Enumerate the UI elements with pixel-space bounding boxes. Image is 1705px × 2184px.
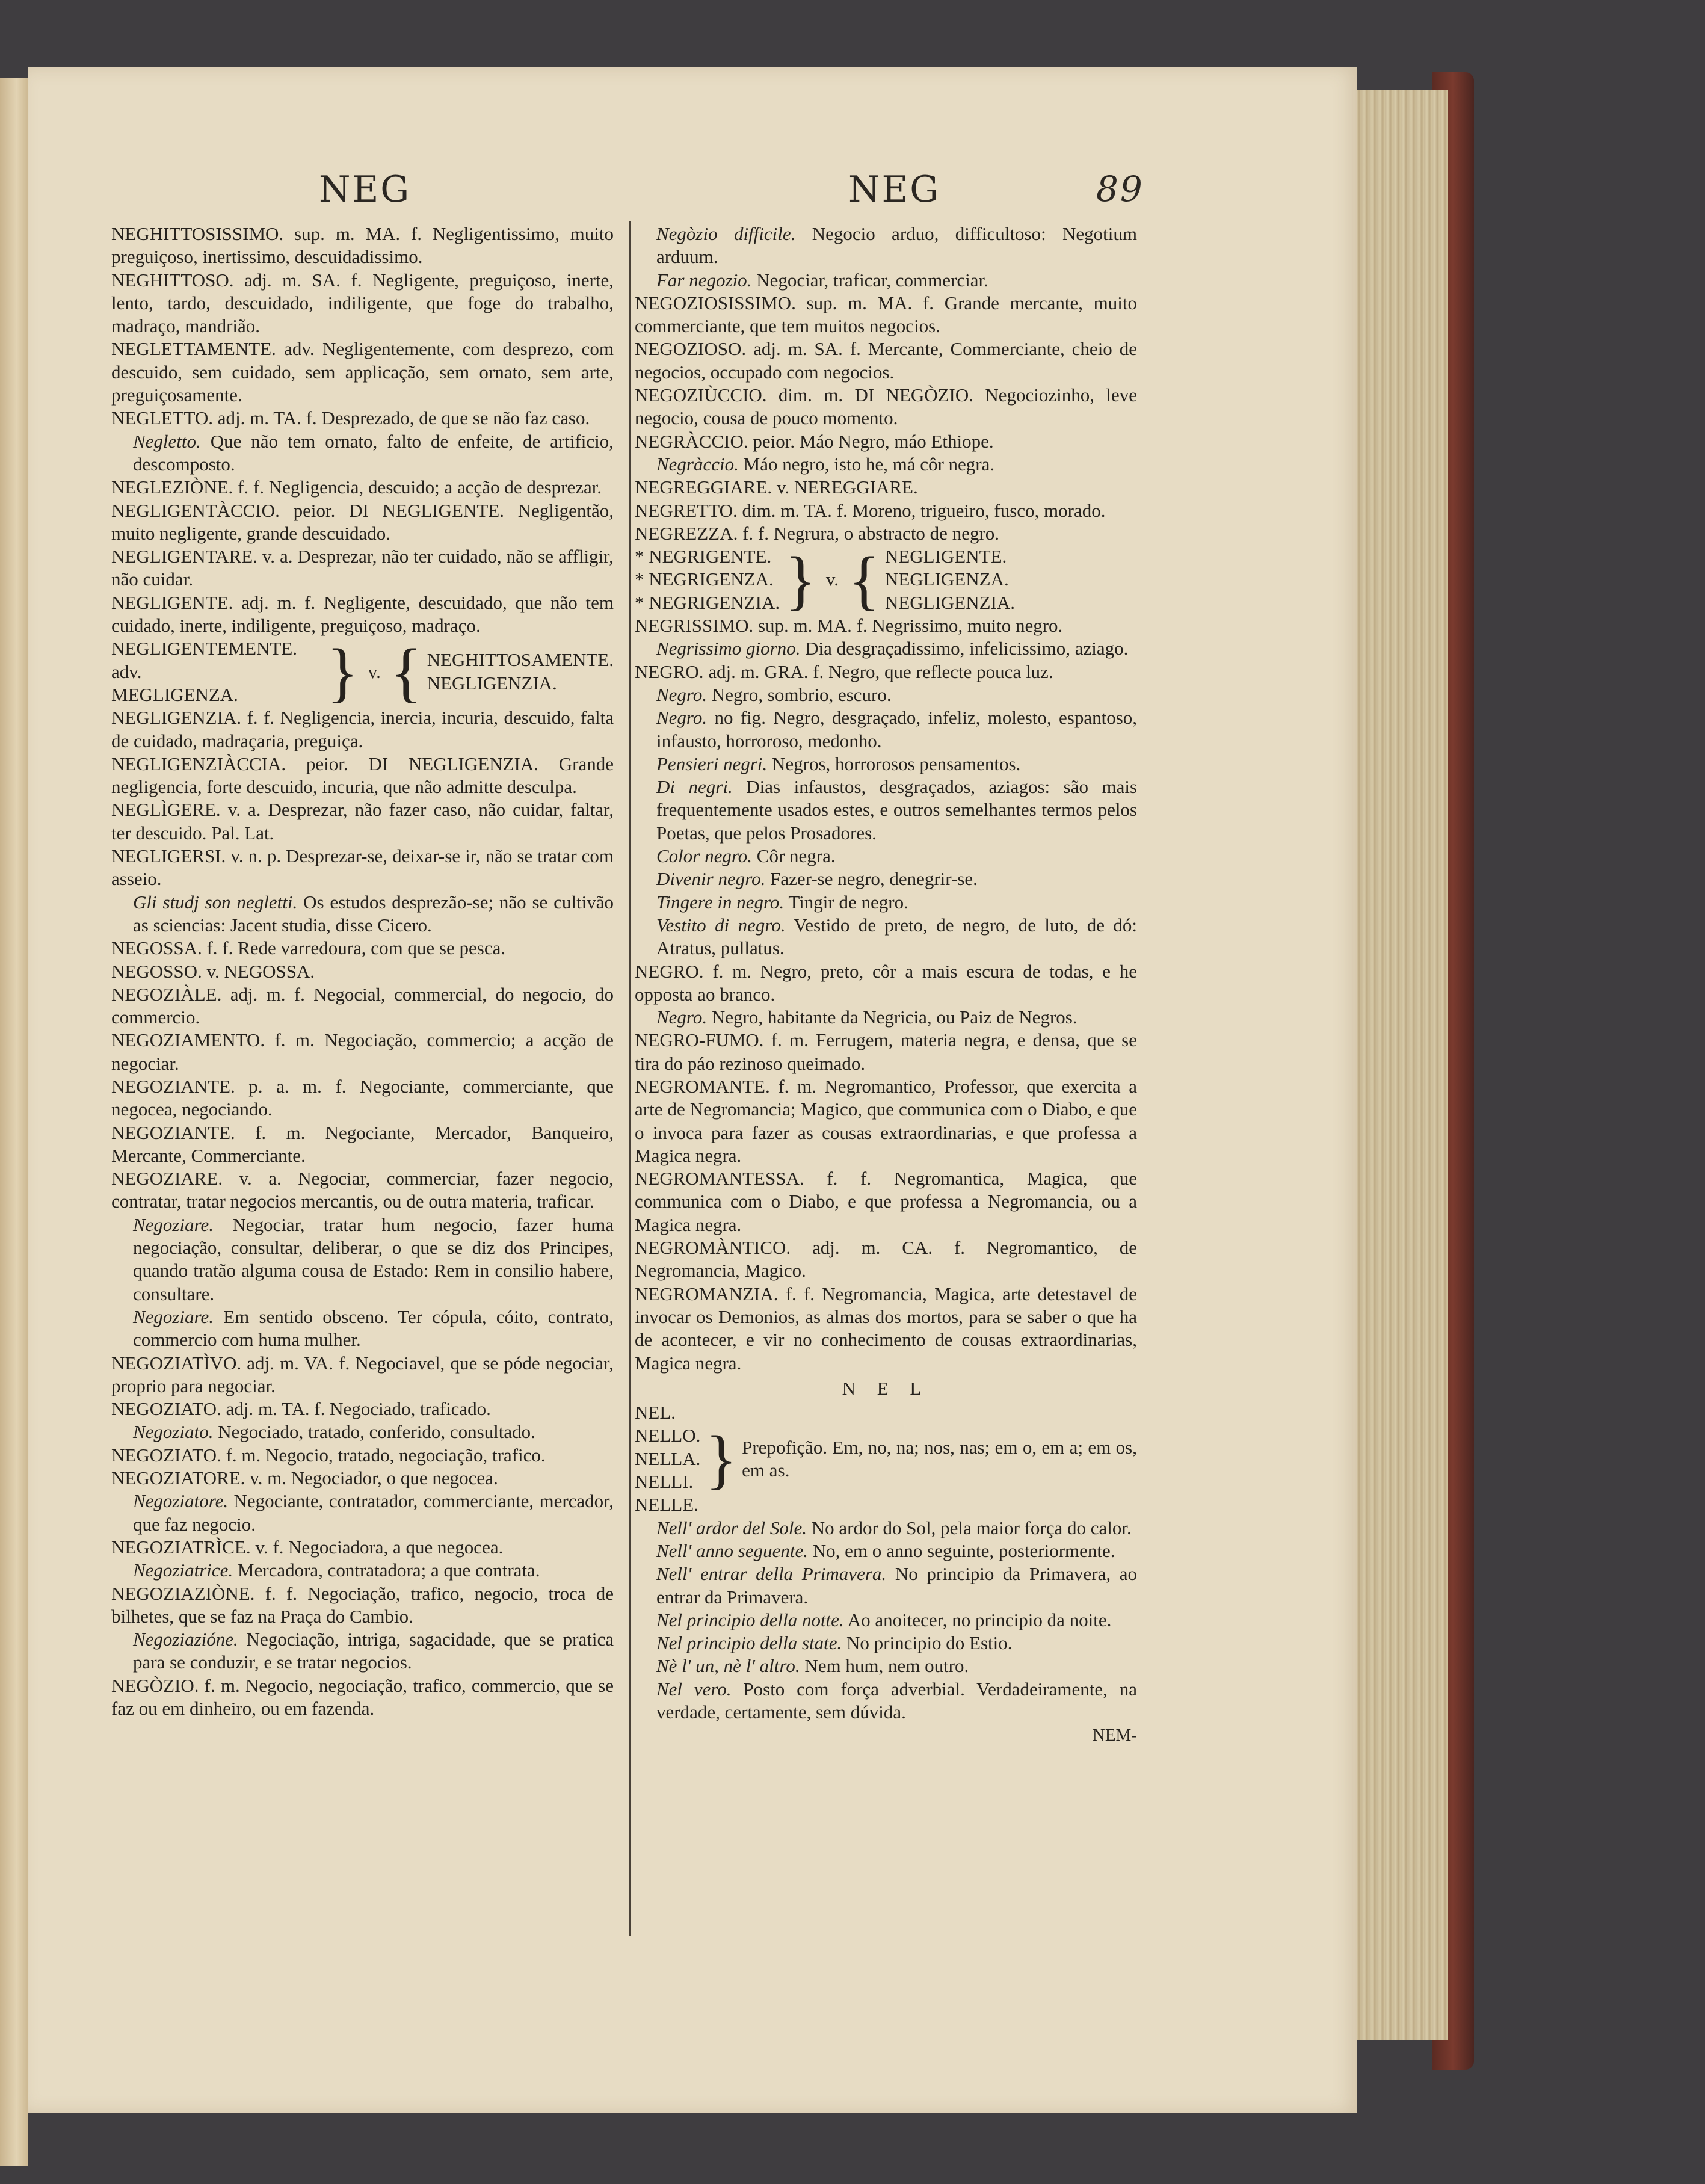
entry-definition: p. a. m. f. Negociante, commerciante, que negocea, negociando. — [111, 1075, 614, 1120]
entry-example — [635, 1609, 1137, 1632]
entry-example — [635, 1655, 1137, 1677]
entry-headword: NEGLIGENTÀCCIO. — [111, 499, 280, 521]
entry-example — [635, 1562, 1137, 1609]
example-translation: Negociado, tratado, conferido, consultado. — [218, 1421, 535, 1443]
example-phrase: Nè l' un, nè l' altro. — [656, 1655, 800, 1677]
example-translation: Dia desgraçadissimo, infelicissimo, aziago. — [805, 638, 1129, 659]
entry-definition: f. m. Negocio, tratado, negociação, trafico. — [226, 1444, 546, 1466]
brace-group — [111, 635, 614, 709]
entry-definition: f. m. Negociação, commercio; a acção de negociar. — [111, 1029, 614, 1074]
dictionary-entry — [111, 753, 614, 799]
brace-glyph: } — [785, 543, 816, 617]
example-phrase: Negrissimo giorno. — [656, 638, 801, 659]
entry-definition: f. f. Negromantica, Magica, que communica com o Diabo, e que professa a Negromancia, ou a Magica negra. — [635, 1168, 1137, 1235]
entry-example — [635, 1678, 1137, 1724]
entry-headword: NEGOZIATORE. — [111, 1467, 245, 1489]
dictionary-entry — [111, 591, 614, 638]
dictionary-entry — [635, 499, 1137, 522]
example-translation: Que não tem ornato, falto de enfeite, de artificio, descomposto. — [133, 430, 614, 475]
entry-definition: f. m. Negro, preto, côr a mais escura de todas, e he opposta ao branco. — [635, 960, 1137, 1005]
dictionary-entry — [111, 798, 614, 845]
example-phrase: Negoziare. — [133, 1306, 214, 1327]
entry-headword: NEGLÌGERE. — [111, 799, 221, 821]
entry-headword: NEGOSSA. — [111, 937, 202, 959]
example-translation: No, em o anno seguinte, posteriormente. — [812, 1540, 1115, 1561]
entry-definition: v. NEREGGIARE. — [776, 477, 918, 498]
dictionary-entry — [111, 1444, 614, 1467]
entry-headword: NEGOZIOSISSIMO. — [635, 292, 796, 313]
example-phrase: Negràccio. — [656, 453, 739, 475]
entry-headword: NEGLIGENZIÀCCIA. — [111, 753, 286, 774]
entry-headword: NEGLETTO. — [111, 407, 214, 429]
entry-definition: v. f. Negociadora, a que negocea. — [255, 1536, 504, 1558]
example-translation: Negociante, contratador, commerciante, mercador, que faz negocio. — [133, 1490, 614, 1535]
entry-definition: f. m. Negromantico, Professor, que exercita a arte de Negromancia; Magico, que communica com o Diabo, e que o invoca para fazer as cousas extraordinarias, e que professa a Magica negra. — [635, 1075, 1137, 1166]
entry-definition: v. m. Negociador, o que negocea. — [250, 1467, 498, 1489]
column-divider — [629, 221, 631, 1936]
entry-example — [635, 914, 1137, 960]
example-phrase: Nel principio della notte. — [656, 1609, 844, 1630]
page-number: 89 — [1096, 168, 1144, 209]
example-phrase: Negoziazióne. — [133, 1629, 238, 1650]
entry-definition: sup. m. MA. f. Negrissimo, muito negro. — [757, 615, 1063, 637]
entry-headword: NEGOZIATÌVO. — [111, 1352, 242, 1374]
entry-definition: sup. m. MA. f. Negligentissimo, muito preguiçoso, inertissimo, descuidadissimo. — [111, 223, 614, 268]
dictionary-entry — [635, 1167, 1137, 1236]
example-translation: Mercadora, contratadora; a que contrata. — [237, 1559, 540, 1581]
brace-glyph: } — [326, 635, 359, 709]
entry-example — [635, 868, 1137, 890]
brace-group-left: NEL. NELLO. NELLA. NELLI. NELLE. — [635, 1402, 701, 1516]
brace-group-right: NEGLIGENTE. NEGLIGENZA. NEGLIGENZIA. — [884, 546, 1016, 613]
dictionary-entry — [635, 1075, 1137, 1167]
example-phrase: Negro. — [656, 683, 708, 705]
entry-headword: NEGLEZIÒNE. — [111, 477, 233, 498]
entry-definition: adv. Negligentemente, com desprezo, com descuido, sem cuidado, sem applicação, sem ornato, sem arte, preguiçosamente. — [111, 338, 614, 406]
right-column — [635, 223, 1137, 1747]
entry-headword: NEGRO-FUMO. — [635, 1029, 764, 1051]
example-translation: No ardor do Sol, pela maior força do calor. — [811, 1517, 1132, 1538]
dictionary-entry — [111, 937, 614, 960]
brace-glyph: { — [390, 635, 422, 709]
dictionary-entry — [635, 292, 1137, 338]
entry-definition: adj. m. CA. f. Negromantico, de Negromancia, Magico. — [635, 1237, 1137, 1282]
catchword: NEM- — [1092, 1726, 1137, 1745]
brace-glyph: } — [705, 1422, 738, 1496]
example-translation: Máo negro, isto he, má côr negra. — [743, 453, 995, 475]
entry-definition: adj. m. TA. f. Negociado, traficado. — [226, 1398, 491, 1420]
entry-definition: f. f. Negrura, o abstracto de negro. — [742, 522, 1000, 544]
brace-group-right: Prepofição. Em, no, na; nos, nas; em o, em a; em os, em as. — [742, 1436, 1137, 1481]
dictionary-entry — [635, 1283, 1137, 1375]
dictionary-entry — [635, 1236, 1137, 1283]
entry-example — [111, 891, 614, 937]
entry-example — [111, 1214, 614, 1306]
previous-page-edge — [0, 78, 28, 2166]
example-phrase: Nel vero. — [656, 1678, 732, 1700]
example-phrase: Vestito di negro. — [656, 914, 786, 936]
entry-headword: NEGROMANTESSA. — [635, 1168, 804, 1189]
entry-headword: NEGOZIANTE. — [111, 1075, 235, 1097]
entry-headword: NEGRÀCCIO. — [635, 430, 748, 452]
entry-definition: v. n. p. Desprezar-se, deixar-se ir, não se tratar com asseio. — [111, 845, 614, 890]
section-heading: N E L — [842, 1377, 930, 1399]
example-phrase: Color negro. — [656, 845, 753, 867]
dictionary-entry — [111, 1167, 614, 1214]
brace-group-ref: v. — [825, 569, 839, 590]
entry-headword: NEGOZIÀLE. — [111, 983, 222, 1005]
example-translation: Negociar, tratar hum negocio, fazer huma negociação, consultar, deliberar, o que se diz dos Principes, quando tratão alguma cousa de Estado: Rem in consilio habere, consultare. — [133, 1214, 614, 1304]
dictionary-entry — [635, 476, 1137, 499]
entry-example — [635, 1517, 1137, 1540]
entry-example — [111, 1490, 614, 1536]
entry-definition: v. a. Desprezar, não ter cuidado, não se affligir, não cuidar. — [111, 546, 614, 590]
brace-group-right: NEGHITTOSAMENTE. NEGLIGENZIA. — [427, 649, 614, 694]
example-phrase: Nel principio della state. — [656, 1632, 842, 1654]
dictionary-entry — [111, 1536, 614, 1559]
dictionary-entry — [111, 223, 614, 269]
entry-example — [635, 683, 1137, 706]
dictionary-entry — [111, 269, 614, 338]
entry-headword: NEGREZZA. — [635, 522, 738, 544]
dictionary-entry — [111, 960, 614, 983]
dictionary-entry — [635, 960, 1137, 1007]
dictionary-entry — [635, 1029, 1137, 1075]
entry-definition: adj. m. VA. f. Negociavel, que se póde negociar, proprio para negociar. — [111, 1352, 614, 1396]
dictionary-entry — [635, 384, 1137, 430]
entry-headword: NEGOZIANTE. — [111, 1121, 235, 1143]
entry-headword: NEGRISSIMO. — [635, 615, 754, 637]
entry-example — [111, 1421, 614, 1443]
example-translation: No principio do Estio. — [846, 1632, 1013, 1654]
example-translation: Fazer-se negro, denegrir-se. — [770, 868, 978, 890]
entry-example — [635, 269, 1137, 292]
dictionary-entry — [111, 1582, 614, 1629]
dictionary-entry — [635, 522, 1137, 545]
example-translation: Negro, habitante da Negricia, ou Paiz de Negros. — [711, 1007, 1078, 1028]
entry-definition: dim. m. TA. f. Moreno, trigueiro, fusco, morado. — [742, 499, 1106, 521]
entry-headword: NEGOZIÙCCIO. — [635, 384, 767, 406]
example-phrase: Negoziare. — [133, 1214, 214, 1235]
example-phrase: Tingere in negro. — [656, 891, 785, 913]
entry-definition: f. f. Negociação, trafico, negocio, troca de bilhetes, que se faz na Praça do Cambio. — [111, 1582, 614, 1627]
entry-headword: NEGÒZIO. — [111, 1674, 199, 1696]
entry-headword: NEGROMÀNTICO. — [635, 1237, 791, 1259]
entry-example — [635, 753, 1137, 776]
entry-headword: NEGLIGENTE. — [111, 591, 233, 613]
entry-headword: NEGOZIAMENTO. — [111, 1029, 265, 1051]
entry-headword: NEGOZIAZIÒNE. — [111, 1582, 255, 1604]
entry-headword: NEGOZIATO. — [111, 1444, 221, 1466]
entry-definition: peior. DI NEGLIGENZIA. Grande negligencia, forte descuido, incuria, que não admitte desculpa. — [111, 753, 614, 798]
left-column — [111, 223, 614, 1720]
brace-group — [635, 1401, 1137, 1516]
entry-example — [635, 1006, 1137, 1029]
example-translation: Negociar, traficar, commerciar. — [756, 269, 988, 291]
entry-definition: f. m. Negociante, Mercador, Banqueiro, Mercante, Commerciante. — [111, 1121, 614, 1166]
dictionary-entry — [111, 1352, 614, 1398]
entry-headword: NEGLIGENTARE. — [111, 546, 257, 567]
brace-group-left: * NEGRIGENTE. * NEGRIGENZA. * NEGRIGENZIA. — [635, 546, 780, 613]
entry-example — [635, 1540, 1137, 1562]
brace-group-left: NEGLIGENTEMENTE. adv. MEGLIGENZA. — [111, 638, 298, 705]
entry-headword: NEGREGGIARE. — [635, 477, 772, 498]
entry-definition: sup. m. MA. f. Grande mercante, muito commerciante, que tem muitos negocios. — [635, 292, 1137, 337]
entry-definition: f. m. Ferrugem, materia negra, e densa, que se tira do páo rezinoso queimado. — [635, 1029, 1138, 1074]
entry-headword: NEGRETTO. — [635, 499, 738, 521]
entry-example — [635, 223, 1137, 269]
dictionary-entry — [111, 476, 614, 499]
example-phrase: Far negozio. — [656, 269, 752, 291]
entry-headword: NEGOZIATO. — [111, 1398, 221, 1420]
entry-example — [635, 891, 1137, 914]
dictionary-entry — [111, 407, 614, 430]
example-translation: Ao anoitecer, no principio da noite. — [847, 1609, 1112, 1630]
entry-definition: adj. m. GRA. f. Negro, que reflecte pouca luz. — [708, 661, 1053, 682]
example-translation: Nem hum, nem outro. — [804, 1655, 969, 1677]
example-translation: no fig. Negro, desgraçado, infeliz, molesto, espantoso, infausto, horroroso, medonho. — [656, 707, 1138, 751]
entry-definition: v. a. Negociar, commerciar, fazer negocio, contratar, tratar negocios mercantis, ou de outra materia, traficar. — [111, 1168, 614, 1212]
entry-headword: NEGRO. — [635, 960, 704, 982]
example-translation: Negocio arduo, difficultoso: Negotium arduum. — [656, 223, 1138, 268]
entry-definition: dim. m. DI NEGÒZIO. Negociozinho, leve negocio, cousa de pouco momento. — [635, 384, 1137, 429]
example-phrase: Negletto. — [133, 430, 201, 452]
example-phrase: Nell' entrar della Primavera. — [656, 1563, 887, 1585]
entry-headword: NEGHITTOSISSIMO. — [111, 223, 284, 244]
example-translation: Em sentido obsceno. Ter cópula, cóito, contrato, commercio com huma mulher. — [133, 1306, 614, 1351]
running-head-left: NEG — [319, 168, 412, 211]
brace-glyph: { — [848, 543, 880, 617]
entry-example — [111, 1559, 614, 1582]
dictionary-entry — [635, 661, 1137, 683]
entry-headword: NEGHITTOSO. — [111, 269, 234, 291]
entry-definition: adj. m. SA. f. Mercante, Commerciante, cheio de negocios, occupado com negocios. — [635, 338, 1138, 383]
entry-headword: NEGROMANZIA. — [635, 1283, 779, 1304]
page-stack-edges — [1354, 90, 1448, 2040]
entry-headword: NEGLIGERSI. — [111, 845, 226, 867]
dictionary-entry — [635, 614, 1137, 637]
entry-headword: NEGOZIATRÌCE. — [111, 1536, 251, 1558]
dictionary-entry — [111, 1121, 614, 1168]
example-translation: Posto com força adverbial. Verdadeiramente, na verdade, certamente, sem dúvida. — [656, 1678, 1137, 1723]
example-phrase: Negoziatrice. — [133, 1559, 233, 1581]
brace-group — [635, 543, 1137, 617]
dictionary-entry — [111, 499, 614, 546]
dictionary-entry — [111, 545, 614, 591]
example-phrase: Nell' anno seguente. — [656, 1540, 808, 1561]
entry-definition: v. NEGOSSA. — [206, 960, 315, 982]
entry-example — [635, 1632, 1137, 1655]
example-phrase: Gli studj son negletti. — [133, 891, 298, 913]
example-phrase: Negro. — [656, 707, 708, 729]
entry-definition: v. a. Desprezar, não fazer caso, não cuidar, faltar, ter descuido. Pal. Lat. — [111, 799, 614, 844]
entry-definition: peior. DI NEGLIGENTE. Negligentão, muito negligente, grande descuidado. — [111, 499, 614, 544]
example-translation: No principio da Primavera, ao entrar da Primavera. — [656, 1563, 1138, 1608]
entry-definition: adj. m. TA. f. Desprezado, de que se não faz caso. — [217, 407, 590, 429]
entry-definition: f. f. Negligencia, inercia, incuria, descuido, falta de cuidado, madraçaria, preguiça. — [111, 707, 614, 751]
example-phrase: Negòzio difficile. — [656, 223, 796, 244]
dictionary-entry — [111, 1398, 614, 1421]
entry-example — [111, 1306, 614, 1352]
dictionary-entry — [111, 338, 614, 407]
dictionary-entry — [635, 430, 1137, 453]
example-translation: Dias infaustos, desgraçados, aziagos: são mais frequentemente usados estes, e outros semelhantes termos pelos Poetas, que pelos Prosadores. — [656, 776, 1138, 844]
entry-definition: adj. m. f. Negligente, descuidado, que não tem cuidado, inerte, indiligente, preguiçoso, madraço. — [111, 591, 614, 637]
entry-definition: adj. m. SA. f. Negligente, preguiçoso, inerte, lento, tardo, descuidado, indiligente, que foge do trabalho, madraço, mandrião. — [111, 269, 614, 337]
entry-headword: NEGROMANTE. — [635, 1075, 770, 1097]
entry-definition: f. f. Negromancia, Magica, arte detestavel de invocar os Demonios, as almas dos mortos, para se saber o que ha de acontecer, e vir no conhecimento de cousas extraordinarias, Magica negra. — [635, 1283, 1138, 1374]
dictionary-entry — [111, 1075, 614, 1121]
entry-example — [635, 453, 1137, 476]
entry-definition: f. f. Negligencia, descuido; a acção de desprezar. — [238, 477, 602, 498]
dictionary-entry — [111, 1467, 614, 1490]
entry-headword: NEGRO. — [635, 661, 704, 682]
entry-headword: NEGLIGENZIA. — [111, 707, 242, 729]
entry-definition: f. m. Negocio, negociação, trafico, commercio, que se faz ou em dinheiro, ou em fazenda. — [111, 1674, 614, 1719]
example-phrase: Negoziatore. — [133, 1490, 229, 1512]
entry-headword: NEGOZIOSO. — [635, 338, 747, 360]
brace-group-ref: v. — [368, 661, 381, 682]
example-translation: Côr negra. — [756, 845, 836, 867]
running-head-right: NEG — [848, 168, 941, 211]
entry-example — [635, 776, 1137, 845]
example-translation: Os estudos desprezão-se; não se cultivão as sciencias: Jacent studia, disse Cicero. — [133, 891, 614, 936]
entry-example — [111, 1628, 614, 1674]
entry-headword: NEGLETTAMENTE. — [111, 338, 276, 360]
dictionary-entry — [111, 983, 614, 1029]
entry-example — [111, 430, 614, 477]
entry-definition: adj. m. f. Negocial, commercial, do negocio, do commercio. — [111, 983, 614, 1028]
dictionary-entry — [635, 338, 1137, 384]
dictionary-entry — [111, 1674, 614, 1721]
entry-example — [635, 706, 1137, 753]
dictionary-entry — [111, 845, 614, 891]
example-translation: Negociação, intriga, sagacidade, que se pratica para se conduzir, e se tratar negocios. — [133, 1629, 614, 1673]
example-phrase: Pensieri negri. — [656, 753, 768, 774]
entry-example — [635, 845, 1137, 868]
entry-headword: NEGOZIARE. — [111, 1168, 223, 1189]
entry-headword: NEGOSSO. — [111, 960, 202, 982]
entry-definition: f. f. Rede varredoura, com que se pesca. — [206, 937, 506, 959]
dictionary-entry — [111, 706, 614, 753]
example-translation: Vestido de preto, de negro, de luto, de dó: Atratus, pullatus. — [656, 914, 1137, 959]
example-translation: Tingir de negro. — [788, 891, 908, 913]
example-phrase: Negoziato. — [133, 1421, 214, 1443]
entry-definition: peior. Máo Negro, máo Ethiope. — [753, 430, 994, 452]
entry-example — [635, 637, 1137, 660]
example-phrase: Negro. — [656, 1007, 708, 1028]
example-translation: Negros, horrorosos pensamentos. — [772, 753, 1021, 774]
example-phrase: Di negri. — [656, 776, 733, 798]
example-phrase: Divenir negro. — [656, 868, 766, 890]
dictionary-entry — [111, 1029, 614, 1075]
example-translation: Negro, sombrio, escuro. — [711, 683, 892, 705]
example-phrase: Nell' ardor del Sole. — [656, 1517, 807, 1538]
